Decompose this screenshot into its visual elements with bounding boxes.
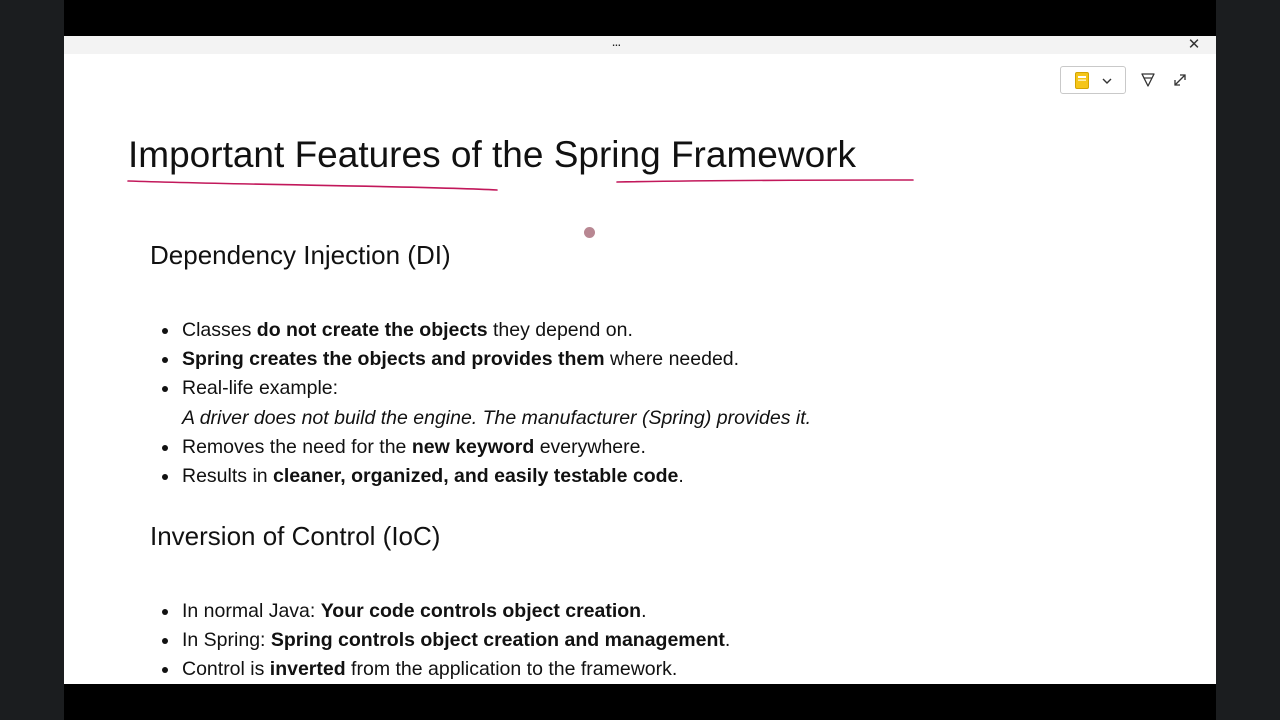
- di-bullet-list: [150, 316, 811, 491]
- list-item: In Spring: Spring controls object creation and management.: [182, 626, 730, 655]
- ioc-bullet-list: [150, 597, 730, 684]
- left-letterbox: [0, 0, 64, 720]
- slide-content: [64, 36, 1216, 684]
- ink-underline: [124, 176, 924, 196]
- example-text: A driver does not build the engine. The manufacturer (Spring) provides it.: [182, 406, 812, 429]
- section-heading-ioc: Inversion of Control (IoC): [150, 521, 441, 551]
- section-heading-di: Dependency Injection (DI): [150, 240, 451, 270]
- close-icon[interactable]: ✕: [1187, 36, 1201, 53]
- right-letterbox: [1216, 0, 1280, 720]
- more-options-icon[interactable]: ...: [611, 36, 621, 49]
- list-item: Control is inverted from the application to the framework.: [182, 655, 730, 684]
- list-item: Spring creates the objects and provides them where needed.: [182, 345, 811, 374]
- page-title: Important Features of the Spring Framework: [128, 134, 856, 175]
- list-item: Real-life example: A driver does not build the engine. The manufacturer (Spring) provides it.: [182, 374, 811, 432]
- note-window: [64, 36, 1216, 684]
- list-item: In normal Java: Your code controls object creation.: [182, 597, 730, 626]
- list-item: Classes do not create the objects they depend on.: [182, 316, 811, 345]
- list-item: Removes the need for the new keyword everywhere.: [182, 433, 811, 462]
- pointer-indicator: [584, 227, 595, 238]
- list-item: Results in cleaner, organized, and easily testable code.: [182, 462, 811, 491]
